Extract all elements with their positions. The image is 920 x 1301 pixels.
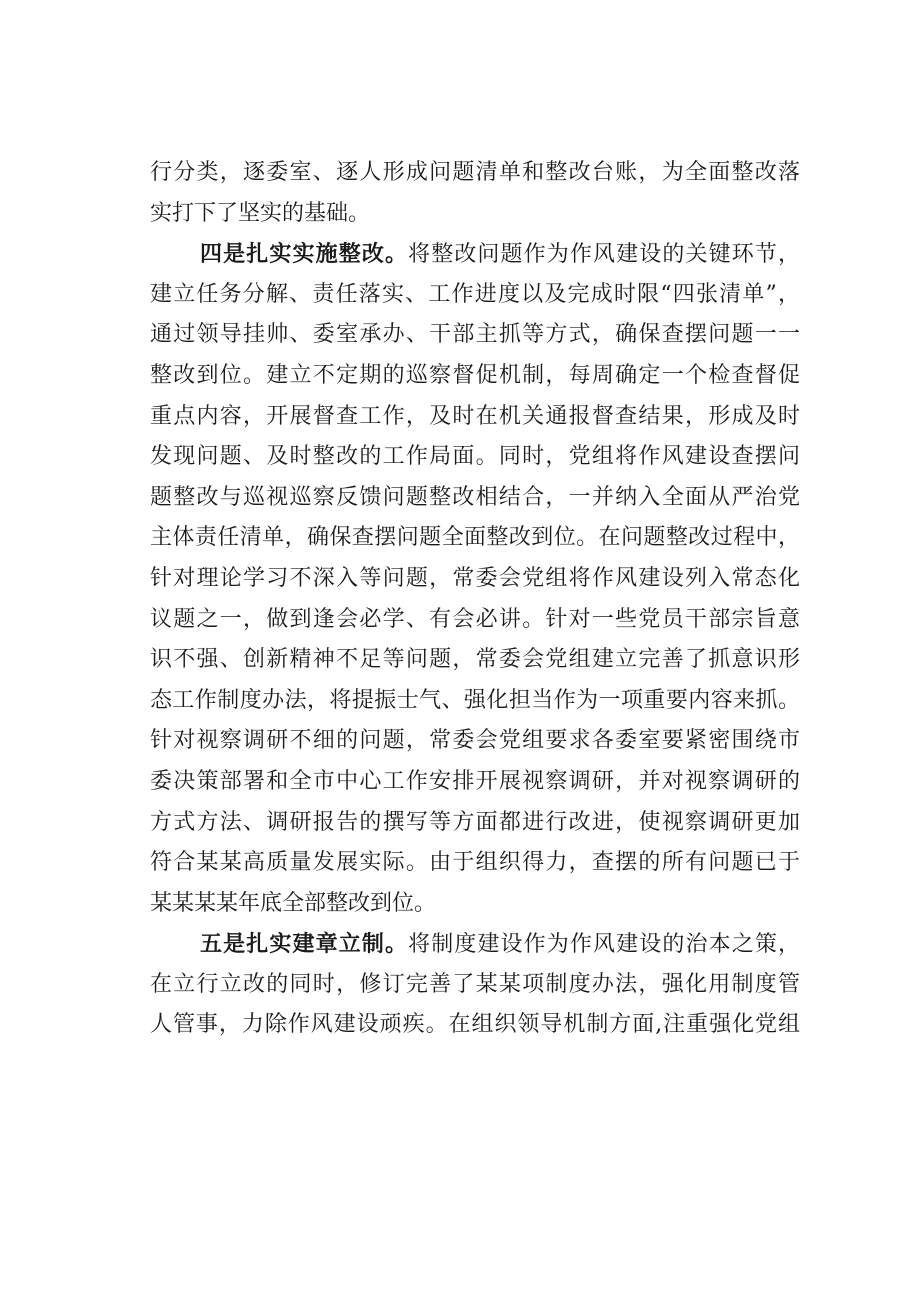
text-line: 行分类，逐委室、逐人形成问题清单和整改台账，为全面整改落	[150, 160, 800, 185]
text-line: 针对理论学习不深入等问题，常委会党组将作风建设列入常态化	[150, 565, 800, 591]
text-line: 在立行立改的同时，修订完善了某某项制度办法，强化用制度管	[150, 971, 800, 997]
text-line: 符合某某高质量发展实际。由于组织得力，查摆的所有问题已于	[150, 850, 800, 876]
text-line: 题整改与巡视巡察反馈问题整改相结合，一并纳入全面从严治党	[150, 484, 800, 510]
paragraph-institution-building	[150, 924, 800, 1046]
paragraph-continuation	[150, 153, 800, 234]
paragraph-heading: 五是扎实建章立制。	[200, 931, 409, 958]
text-line: 方式方法、调研报告的撰写等方面都进行改进，使视察调研更加	[150, 809, 800, 835]
text-line: 识不强、创新精神不足等问题，常委会党组建立完善了抓意识形	[150, 647, 800, 673]
text-line	[150, 234, 800, 275]
text-line: 委决策部署和全市中心工作安排开展视察调研，并对视察调研的	[150, 768, 800, 794]
text-line: 重点内容，开展督查工作，及时在机关通报督查结果，形成及时	[150, 403, 800, 429]
text-line: 人管事，力除作风建设顽疾。在组织领导机制方面,注重强化党组	[150, 1012, 800, 1038]
text-line: 某某某某年底全部整改到位。	[150, 890, 437, 916]
text-line: 建立任务分解、责任落实、工作进度以及完成时限“四张清单”，	[150, 281, 800, 307]
text-line	[150, 924, 800, 965]
text-line-rest: 将整改问题作为作风建设的关键环节，	[408, 242, 800, 268]
text-line-rest: 将制度建设作为作风建设的治本之策，	[408, 932, 800, 958]
paragraph-rectification	[150, 234, 800, 924]
text-line: 整改到位。建立不定期的巡察督促机制，每周确定一个检查督促	[150, 362, 800, 388]
text-line: 议题之一，做到逢会必学、有会必讲。针对一些党员干部宗旨意	[150, 606, 800, 632]
paragraph-heading: 四是扎实实施整改。	[200, 241, 409, 268]
text-line: 实打下了坚实的基础。	[150, 200, 371, 226]
text-line: 主体责任清单，确保查摆问题全面整改到位。在问题整改过程中，	[150, 525, 800, 551]
text-line: 发现问题、及时整改的工作局面。同时，党组将作风建设查摆问	[150, 444, 800, 470]
text-line: 针对视察调研不细的问题，常委会党组要求各委室要紧密围绕市	[150, 728, 800, 754]
text-line: 态工作制度办法，将提振士气、强化担当作为一项重要内容来抓。	[150, 687, 800, 713]
document-body	[150, 153, 800, 1046]
text-line: 通过领导挂帅、委室承办、干部主抓等方式，确保查摆问题一一	[150, 322, 800, 348]
